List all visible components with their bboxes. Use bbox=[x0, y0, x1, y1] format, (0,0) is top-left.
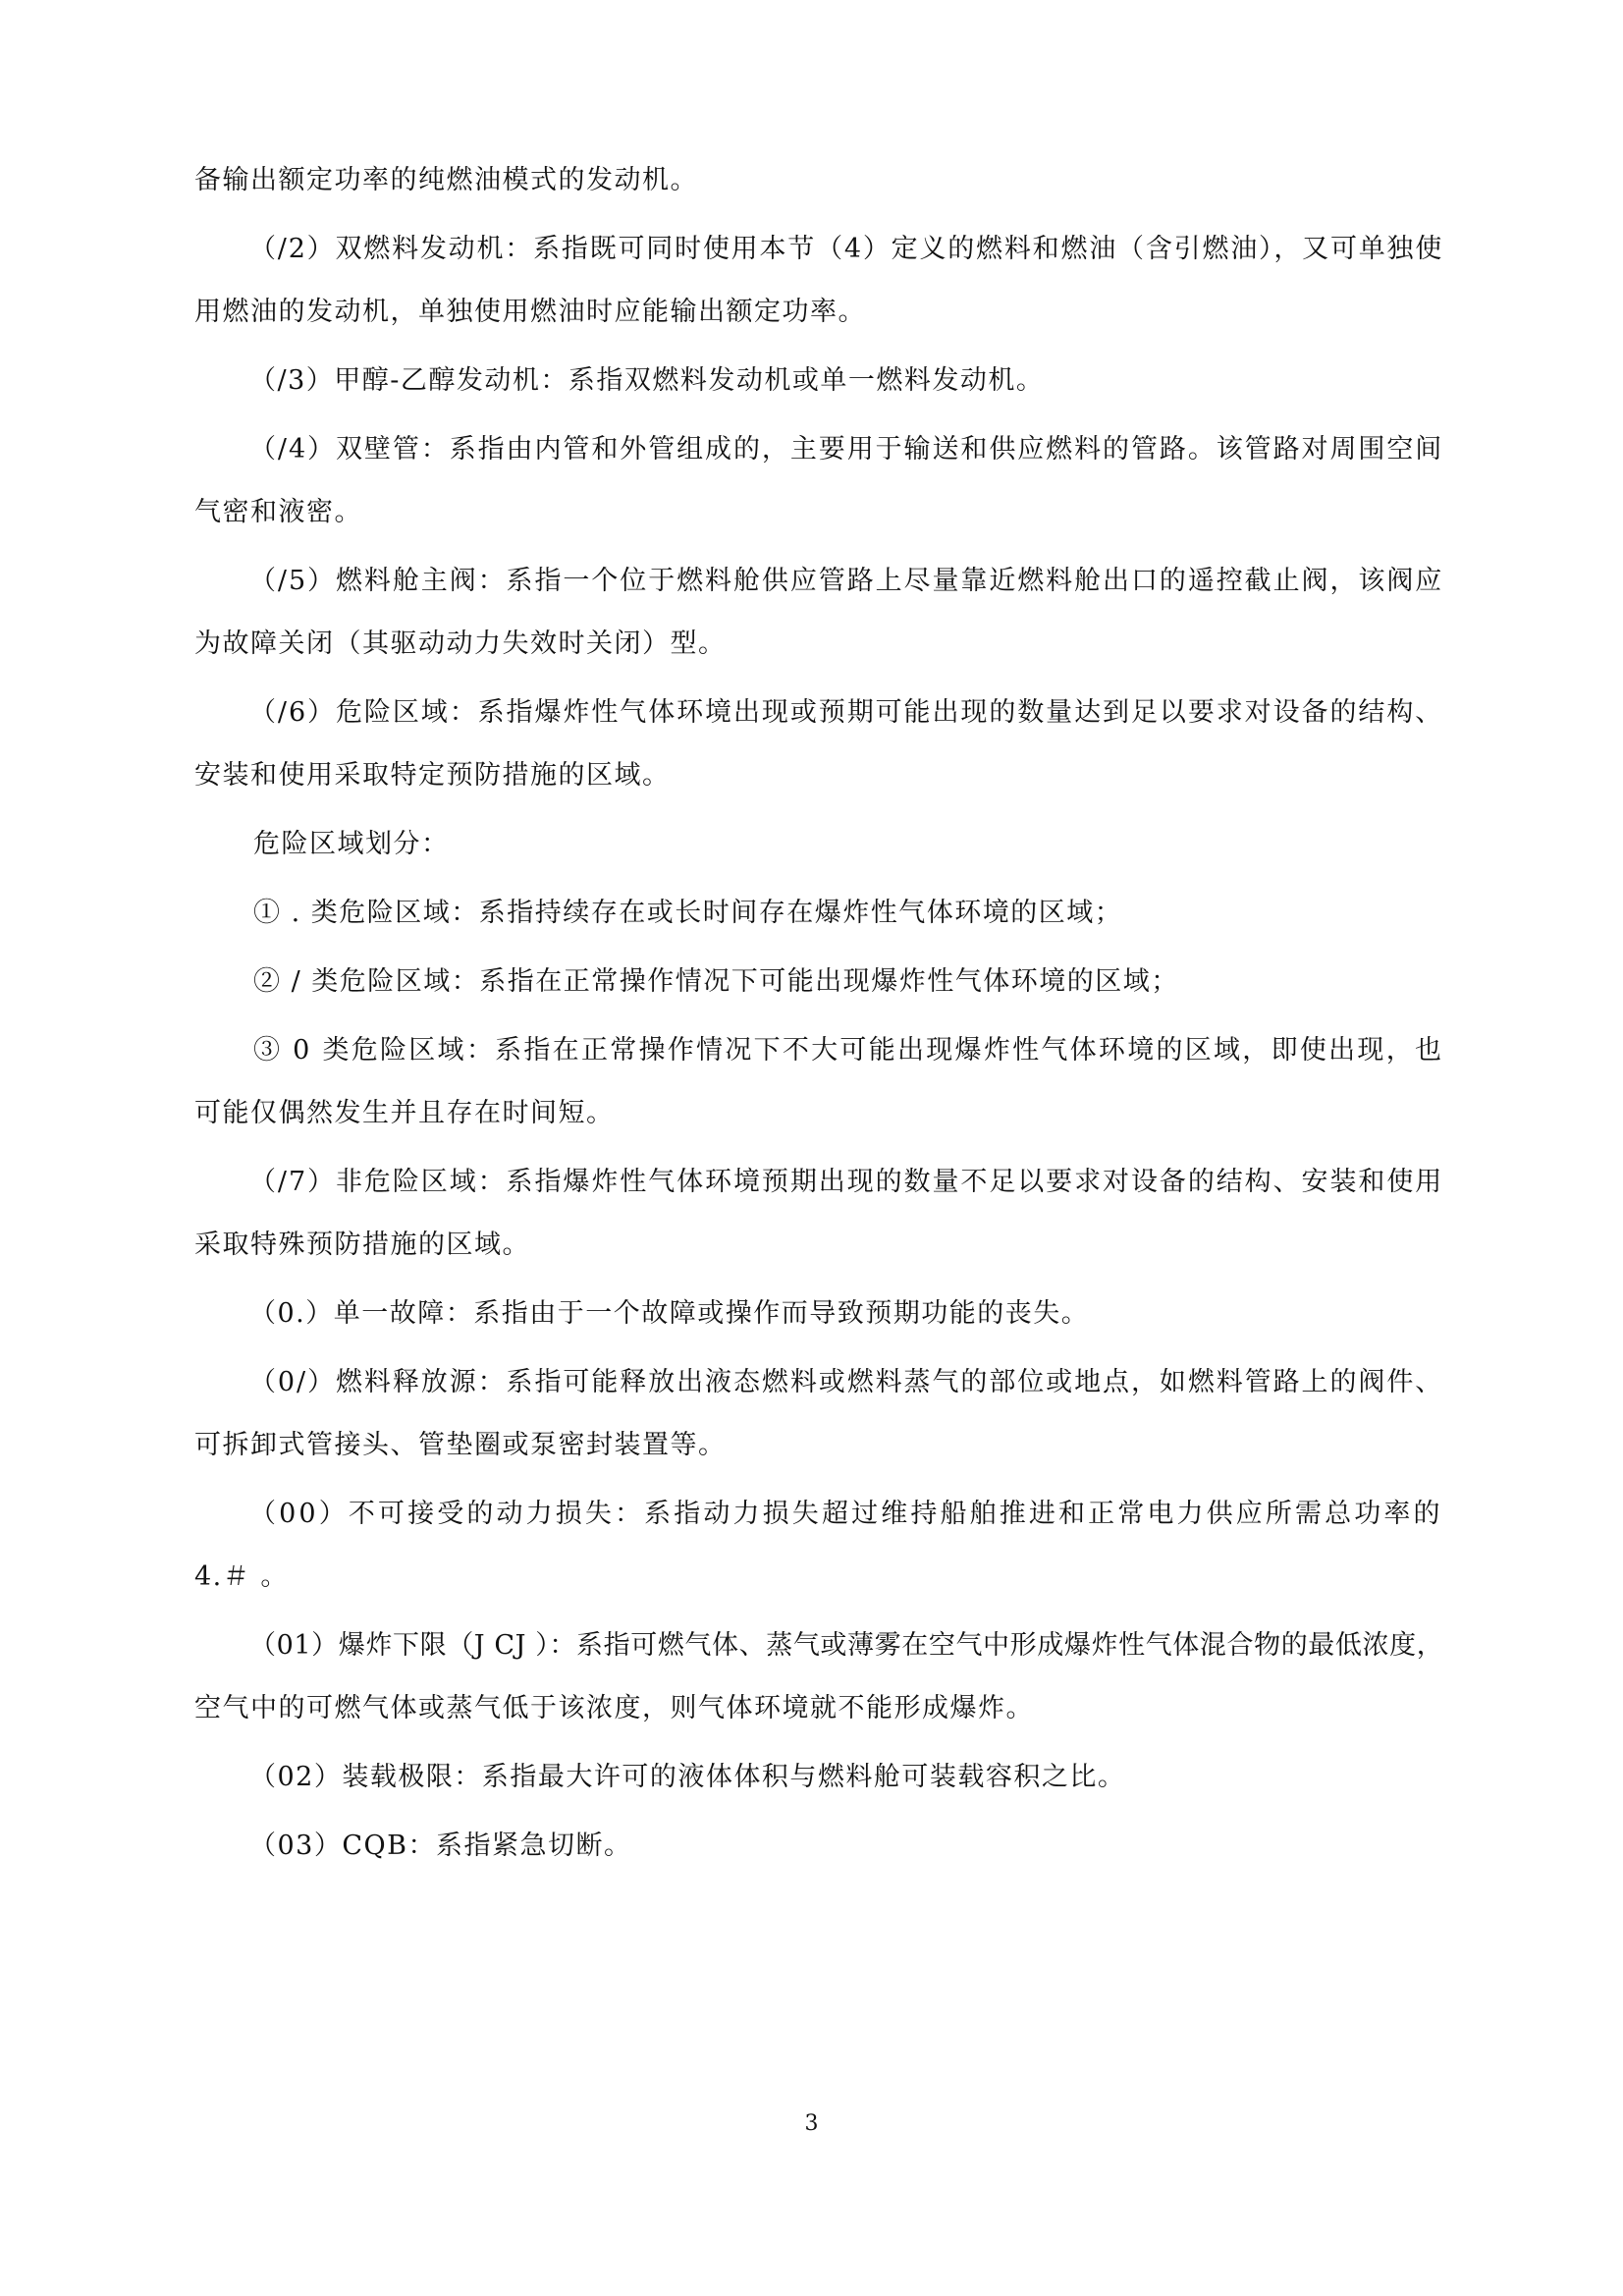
text-line: （0.）单一故障：系指由于一个故障或操作而导致预期功能的丧失。 bbox=[249, 1298, 1090, 1329]
text-line: ③ 0 类危险区域：系指在正常操作情况下不大可能出现爆炸性气体环境的区域，即使出现，也 bbox=[253, 1035, 1444, 1066]
paragraph-unacceptable-power-loss bbox=[194, 1483, 1443, 1609]
paragraph-non-hazardous-area bbox=[194, 1151, 1443, 1277]
text-line: （00）不可接受的动力损失：系指动力损失超过维持船舶推进和正常电力供应所需总功率的 bbox=[249, 1499, 1443, 1529]
paragraph-fuel-release-source bbox=[194, 1351, 1443, 1477]
paragraph-engine-continuation bbox=[194, 149, 1443, 212]
text-line: （/5）燃料舱主阀：系指一个位于燃料舱供应管路上尽量靠近燃料舱出口的遥控截止阀，该阀应 bbox=[249, 566, 1444, 596]
text-line: 采取特殊预防措施的区域。 bbox=[194, 1230, 530, 1260]
text-line: （02）装载极限：系指最大许可的液体体积与燃料舱可装载容积之比。 bbox=[249, 1762, 1126, 1792]
list-item-zone-0 bbox=[194, 882, 1443, 945]
list-item-zone-2 bbox=[194, 1019, 1443, 1145]
text-line: （03）CQB：系指紧急切断。 bbox=[249, 1831, 632, 1861]
text-line: 可能仅偶然发生并且存在时间短。 bbox=[194, 1098, 615, 1128]
paragraph-tank-main-valve bbox=[194, 550, 1443, 676]
paragraph-loading-limit bbox=[194, 1746, 1443, 1809]
text-line: （/2）双燃料发动机：系指既可同时使用本节（4）定义的燃料和燃油（含引燃油），又可单独使 bbox=[249, 234, 1444, 264]
text-line: 4.＃ 。 bbox=[194, 1561, 289, 1592]
text-line: （01）爆炸下限（J CJ ）：系指可燃气体、蒸气或薄雾在空气中形成爆炸性气体混合物的最低浓度， bbox=[249, 1630, 1444, 1661]
paragraph-dual-fuel-engine bbox=[194, 218, 1443, 344]
paragraph-single-failure bbox=[194, 1283, 1443, 1345]
page-number: 3 bbox=[804, 2111, 819, 2136]
text-line: 为故障关闭（其驱动动力失效时关闭）型。 bbox=[194, 629, 727, 659]
text-line: （/6）危险区域：系指爆炸性气体环境出现或预期可能出现的数量达到足以要求对设备的结构、 bbox=[249, 697, 1444, 728]
text-line: 危险区域划分： bbox=[253, 829, 450, 859]
paragraph-methanol-ethanol-engine bbox=[194, 350, 1443, 412]
text-line: 安装和使用采取特定预防措施的区域。 bbox=[194, 760, 671, 791]
paragraph-esd bbox=[194, 1815, 1443, 1878]
text-line: ② / 类危险区域：系指在正常操作情况下可能出现爆炸性气体环境的区域； bbox=[253, 966, 1179, 997]
paragraph-lower-explosive-limit bbox=[194, 1614, 1443, 1740]
text-line: ① . 类危险区域：系指持续存在或长时间存在爆炸性气体环境的区域； bbox=[253, 898, 1123, 928]
text-line: （/4）双壁管：系指由内管和外管组成的，主要用于输送和供应燃料的管路。该管路对周围空间 bbox=[249, 434, 1444, 465]
text-line: （/3）甲醇-乙醇发动机：系指双燃料发动机或单一燃料发动机。 bbox=[249, 365, 1045, 396]
body-text bbox=[194, 149, 1443, 1878]
text-line: 用燃油的发动机，单独使用燃油时应能输出额定功率。 bbox=[194, 297, 866, 327]
text-line: 气密和液密。 bbox=[194, 497, 362, 527]
paragraph-hazardous-area-classification bbox=[194, 813, 1443, 876]
text-line: 备输出额定功率的纯燃油模式的发动机。 bbox=[194, 165, 698, 195]
text-line: （/7）非危险区域：系指爆炸性气体环境预期出现的数量不足以要求对设备的结构、安装和使用 bbox=[249, 1167, 1444, 1197]
text-line: 可拆卸式管接头、管垫圈或泵密封装置等。 bbox=[194, 1430, 727, 1460]
paragraph-double-wall-pipe bbox=[194, 418, 1443, 544]
paragraph-hazardous-area bbox=[194, 682, 1443, 807]
text-line: （0/）燃料释放源：系指可能释放出液态燃料或燃料蒸气的部位或地点，如燃料管路上的阀件、 bbox=[249, 1367, 1444, 1397]
text-line: 空气中的可燃气体或蒸气低于该浓度，则气体环境就不能形成爆炸。 bbox=[194, 1693, 1034, 1723]
list-item-zone-1 bbox=[194, 951, 1443, 1013]
